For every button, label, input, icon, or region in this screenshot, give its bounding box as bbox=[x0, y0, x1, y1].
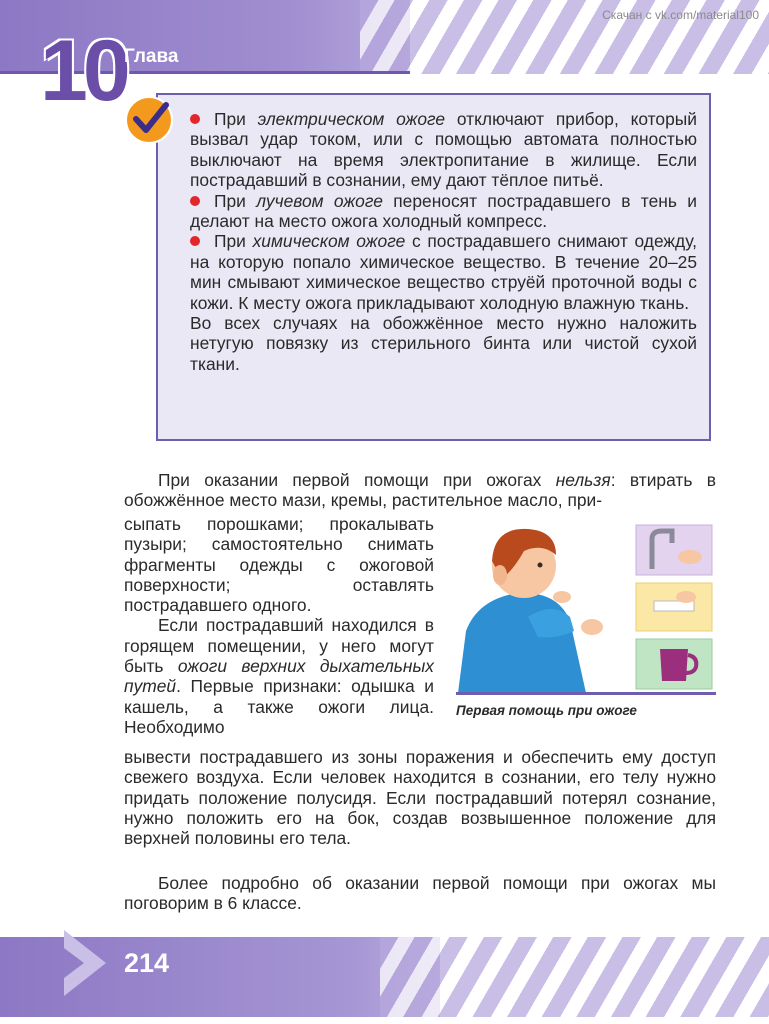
chapter-label: Глава bbox=[124, 46, 179, 67]
term-radiation-burn: лучевом ожоге bbox=[256, 190, 383, 211]
figure-caption: Первая помощь при ожоге bbox=[456, 703, 637, 718]
boy-ear bbox=[493, 565, 507, 585]
boy-shirt bbox=[458, 593, 586, 693]
term-forbidden: нельзя bbox=[555, 470, 611, 490]
forbidden-paragraph: При оказании первой помощи при ожогах нельзя: втирать в обожжённое место мази, кремы, растительное масло, при- bbox=[124, 470, 716, 511]
fire-paragraph: Если пострадавший находился в горящем помещении, у него могут быть ожоги верхних дыхательных путей. Первые признаки: одышка и кашель, а также ожоги лица. Необходимо bbox=[124, 615, 434, 737]
boy-eye bbox=[538, 563, 543, 568]
first-aid-illustration bbox=[458, 521, 716, 693]
boy-hand bbox=[553, 591, 571, 603]
hand-under-water bbox=[678, 550, 702, 564]
all-cases-paragraph: Во всех случаях на обожжённое место нужно наложить нетугую повязку из стерильного бинта или чистой сухой ткани. bbox=[190, 313, 697, 374]
bullet-icon bbox=[190, 196, 200, 206]
bullet-icon bbox=[190, 114, 200, 124]
fire-continuation: вывести пострадавшего из зоны поражения и обеспечить ему доступ свежего воздуха. Если человек находится в сознании, его телу нужно придать положение полусидя. Если пострадавший потерял сознание, нужно положить его на бок, создав возвышенное положение для верхней половины его тела. bbox=[124, 747, 716, 849]
term-chemical-burn: химическом ожоге bbox=[252, 231, 406, 252]
bullet-icon bbox=[190, 236, 200, 246]
hand-bandaged bbox=[676, 591, 696, 603]
electric-burn-item: При электрическом ожоге отключают прибор, который вызвал удар током, или с помощью автомата полностью выключают на время электропитание в жилище. Если пострадавший в сознании, ему дают тёплое питьё. bbox=[190, 109, 697, 191]
chevron-right-icon bbox=[60, 928, 110, 998]
figure-rule bbox=[456, 692, 716, 695]
info-box-text bbox=[190, 109, 697, 374]
watermark: Скачан с vk.com/material100 bbox=[602, 8, 759, 22]
chemical-burn-item: При химическом ожоге с пострадавшего снимают одежду, на которую попало химическое вещество. В течение 20–25 мин смывают химическое вещество струёй проточной воды с кожи. К месту ожога прикладывают холодную влажную ткань. bbox=[190, 231, 697, 313]
boy-hand-burn bbox=[581, 619, 603, 635]
term-airway-burns: ожоги верхних дыхательных путей bbox=[124, 656, 434, 697]
footer-stripes bbox=[380, 937, 769, 1017]
page-number: 214 bbox=[124, 948, 170, 978]
cup-icon bbox=[660, 649, 688, 681]
check-icon bbox=[124, 95, 174, 145]
forbidden-continuation: сыпать порошками; прокалывать пузыри; самостоятельно снимать фрагменты одежды с ожоговой поверхности; оставлять пострадавшего одного. bbox=[124, 514, 434, 616]
chapter-number: 10 bbox=[40, 23, 126, 119]
term-electric-burn: электрическом ожоге bbox=[257, 109, 446, 129]
radiation-burn-item: При лучевом ожоге переносят пострадавшего в тень и делают на место ожога холодный компресс. bbox=[190, 190, 697, 232]
closing-paragraph: Более подробно об оказании первой помощи при ожогах мы поговорим в 6 классе. bbox=[124, 873, 716, 914]
text-column-beside-figure bbox=[124, 514, 434, 737]
